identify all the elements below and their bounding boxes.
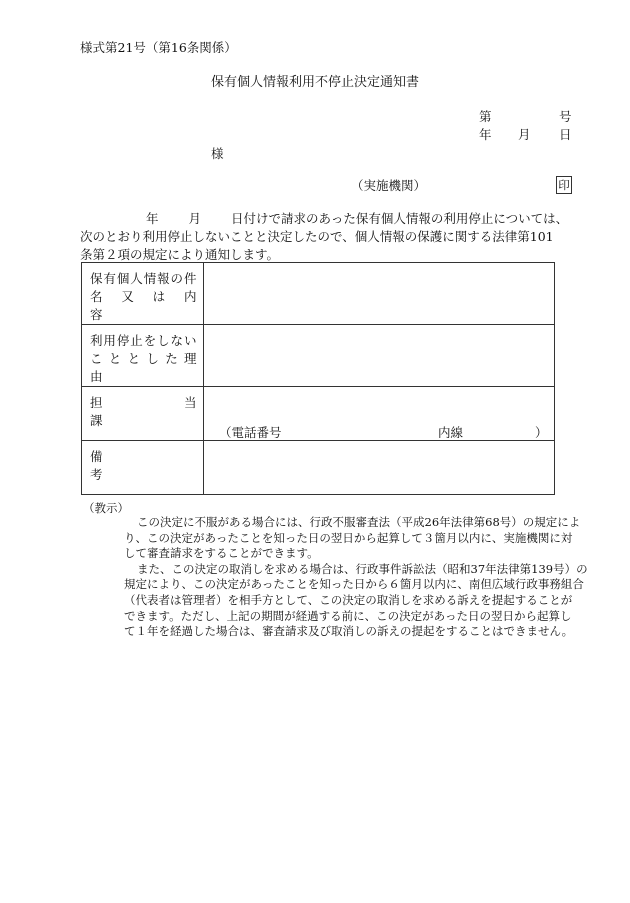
notice-line: て１年を経過した場合は、審査請求及び取消しの訴えの提起をすることはできません。	[124, 624, 574, 639]
document-title: 保有個人情報利用不停止決定通知書	[210, 75, 419, 90]
value-reason[interactable]	[204, 325, 555, 387]
form-number: 様式第21号（第16条関係）	[80, 40, 237, 55]
number-suffix: 号	[559, 109, 572, 124]
notice-line: 規定により、この決定があったことを知った日から６箇月以内に、南但広域行政事務組合	[124, 577, 584, 592]
table-row	[82, 325, 555, 387]
body-line-1-rest: 日付けで請求のあった保有個人情報の利用停止については、	[231, 211, 569, 226]
extension-label: 内線	[438, 425, 464, 440]
date-month: 月	[518, 127, 531, 142]
notice-body	[124, 515, 588, 640]
notice-line: また、この決定の取消しを求める場合は、行政事件訴訟法（昭和37年法律第139号）の	[137, 561, 588, 576]
date-year: 年	[479, 127, 492, 142]
notice-line: して審査請求をすることができます。	[124, 546, 319, 561]
notice-line: この決定に不服がある場合には、行政不服審査法（平成26年法律第68号）の規定によ	[137, 515, 581, 529]
notice-heading: （教示）	[83, 501, 129, 515]
table-row	[82, 387, 555, 441]
body-line-3: 条第２項の規定により通知します。	[80, 247, 280, 262]
value-remarks[interactable]	[204, 441, 555, 495]
notice-line: り、この決定があったことを知った日の翌日から起算して３箇月以内に、実施機関に対	[124, 530, 573, 545]
body-year: 年	[146, 211, 159, 226]
seal-mark: 印	[556, 176, 572, 194]
value-section[interactable]	[204, 387, 555, 441]
label-remarks: 備 考	[82, 441, 204, 495]
body-month: 月	[188, 211, 202, 226]
notification-body	[80, 210, 584, 264]
value-information-name[interactable]	[204, 263, 555, 325]
label-section: 担 当 課	[82, 387, 204, 441]
notice-line: （代表者は管理者）を相手方として、この決定の取消しを求める訴えを提起することが	[124, 592, 573, 607]
issuing-agency: （実施機関）	[351, 178, 427, 193]
number-prefix: 第	[479, 109, 492, 124]
notice-line: できます。ただし、上記の期間が経過する前に、この決定があった日の翌日から起算し	[124, 608, 572, 623]
label-information-name: 保有個人情報の件 名 又 は 内 容	[82, 263, 204, 325]
body-line-1	[80, 210, 584, 228]
table-row	[82, 441, 555, 495]
date-day: 日	[559, 127, 572, 142]
decision-table	[81, 262, 555, 495]
closing-paren: ）	[535, 425, 548, 440]
label-reason: 利用停止をしない こ と と し た 理 由	[82, 325, 204, 387]
addressee-suffix: 様	[211, 146, 224, 161]
table-row	[82, 263, 555, 325]
body-line-2: 次のとおり利用停止しないことと決定したので、個人情報の保護に関する法律第101	[80, 229, 554, 244]
phone-number-label: （電話番号	[219, 425, 282, 440]
